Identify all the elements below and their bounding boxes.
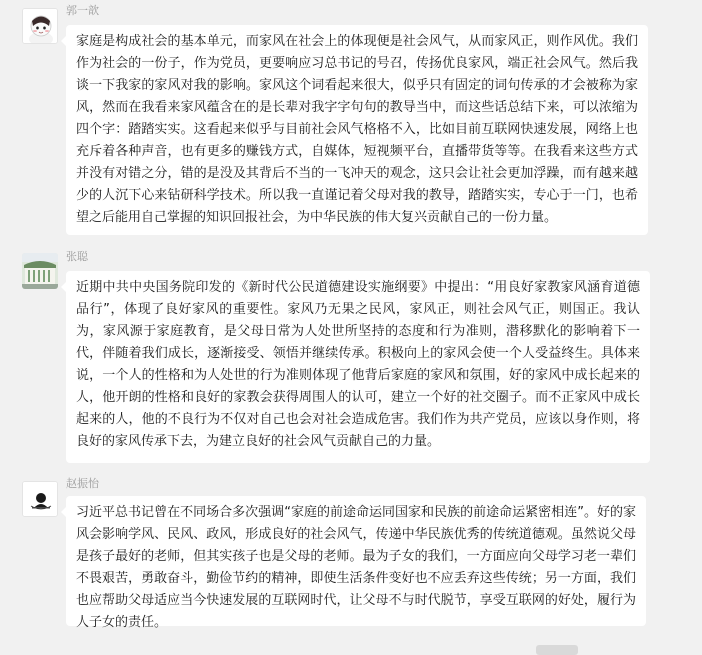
message-bubble: 习近平总书记曾在不同场合多次强调“家庭的前途命运同国家和民族的前途命运紧密相连”。好的家风会影响学风、民风、政风，形成良好的社会风气，传递中华民族优秀的传统道德观。虽然说父母是孩子最好的老师，但其实孩子也是父母的老师。最为子女的我们，一方面应向父母学习老一辈们不畏艰苦，勇敢奋斗，勤俭节约的精神，即使生活条件变好也不应丢弃这些传统；另一方面，我们也应帮助父母适应当今快速发展的互联网时代，让父母不与时代脱节，享受互联网的好处，履行为人子女的责任。 [66,496,646,626]
avatar[interactable] [22,481,58,517]
silhouette-avatar-icon [23,482,58,517]
avatar[interactable] [22,253,58,289]
sender-name: 赵振怡 [66,477,99,490]
sender-name: 张聪 [66,250,88,263]
message-bubble: 近期中共中央国务院印发的《新时代公民道德建设实施纲要》中提出：“用良好家教家风涵育道德品行”，体现了良好家风的重要性。家风乃无果之民风，家风正，则社会风气正，则国正。我认为，家风源于家庭教育，是父母日常为人处世所坚持的态度和行为准则，潜移默化的影响着下一代，伴随着我们成长，逐渐接受、领悟并继续传承。积极向上的家风会使一个人受益终生。具体来说，一个人的性格和为人处世的行为准则体现了他背后家庭的家风和氛围，好的家风中成长起来的人，他开朗的性格和良好的家教会获得周围人的认可，建立一个好的社交圈子。而不正家风中成长起来的人，他的不良行为不仅对自己也会对社会造成危害。我们作为共产党员，应该以身作则，将良好的家风传承下去，为建立良好的社会风气贡献自己的力量。 [66,271,650,463]
sender-name: 郭一歆 [66,4,99,17]
scroll-indicator[interactable] [536,645,578,655]
building-avatar-icon [22,253,58,289]
message-bubble: 家庭是构成社会的基本单元，而家风在社会上的体现便是社会风气，从而家风正，则作风优。我们作为社会的一份子，作为党员，更要响应习总书记的号召，传扬优良家风，端正社会风气。然后我谈一下我家的家风对我的影响。家风这个词看起来很大，似乎只有固定的词句传承的才会被称为家风，然而在我看来家风蕴含在的是长辈对我字字句句的教导当中，而这些话总结下来，可以浓缩为四个字：踏踏实实。这看起来似乎与目前社会风气格格不入，比如目前互联网快速发展，网络上也充斥着各种声音，也有更多的赚钱方式，自媒体，短视频平台，直播带货等等。在我看来这些方式并没有对错之分，错的是没及其背后不当的一飞冲天的观念，这只会让社会更加浮躁，而有越来越少的人沉下心来钻研科学技术。所以我一直谨记着父母对我的教导，踏踏实实，专心于一门，也希望之后能用自己掌握的知识回报社会，为中华民族的伟大复兴贡献自己的一份力量。 [66,25,648,235]
cartoon-avatar-icon [23,9,58,44]
avatar[interactable] [22,8,58,44]
